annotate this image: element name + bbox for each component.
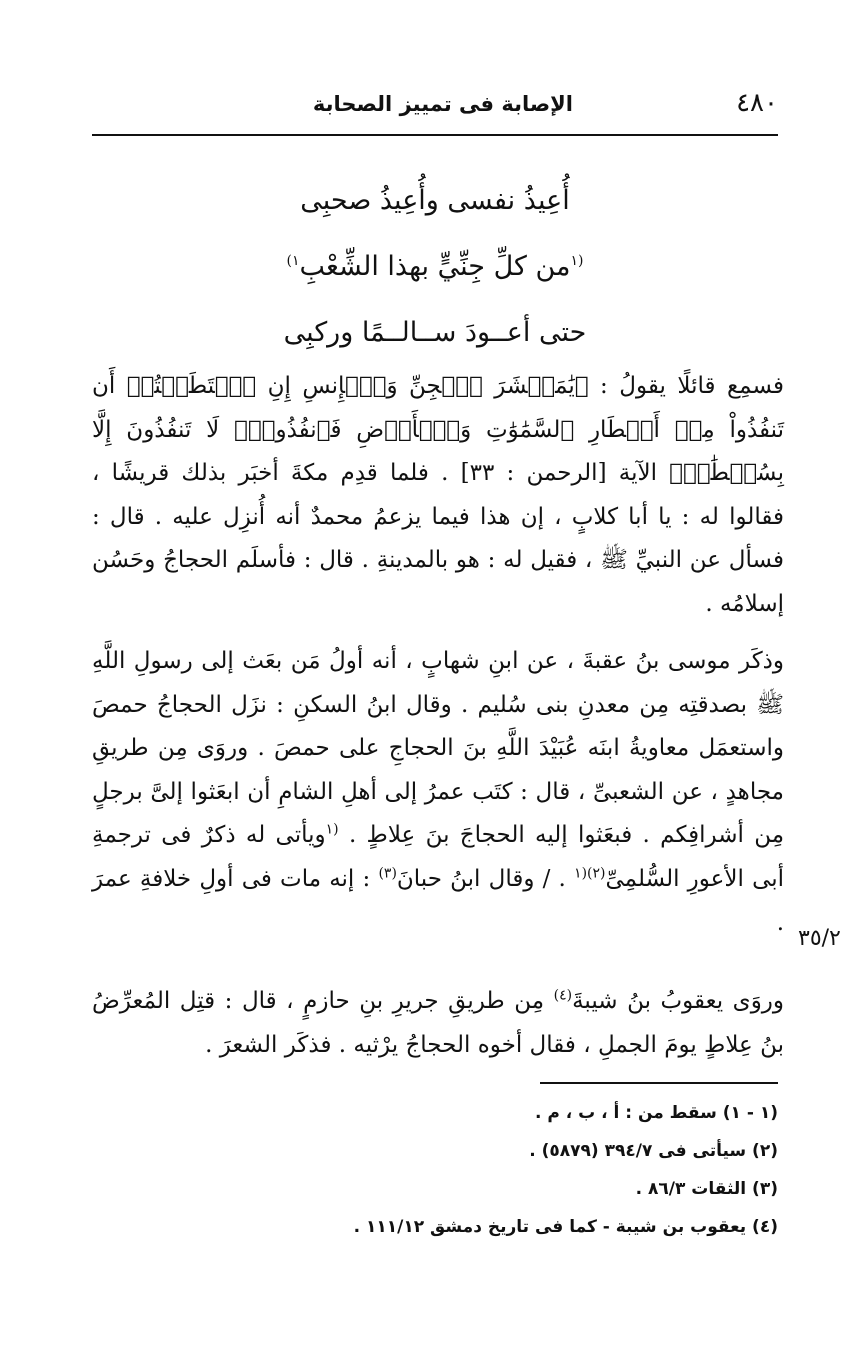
page-number: ٤٨٠ [736, 88, 778, 118]
paragraph-2 [92, 640, 784, 945]
page-header [92, 86, 778, 126]
paragraph-2-part-4: : إنه مات فى أولِ خلافةِ عمرَ . [92, 865, 784, 936]
footnote-2: (٢) سيأتى فى ٣٩٤/٧ (٥٨٧٩) . [529, 1141, 778, 1161]
paragraph-3-part-1: وروَى يعقوبُ بنُ شيبةَ [572, 988, 785, 1014]
paragraph-3-part-2: مِن طريقِ جريرِ بنِ حازمٍ ، قال : قتِل المُعرِّضُ بنُ عِلاطٍ يومَ الجملِ ، فقال أخوه الحجاجُ يرْثيه . فذكَر الشعرَ . [92, 988, 784, 1058]
footnote-4: (٤) يعقوب بن شيبة - كما فى تاريخ دمشق ١١١/١٢ . [353, 1217, 778, 1237]
header-rule [92, 134, 778, 136]
poem-line-1: أُعِيذُ نفسى وأُعِيذُ صحبِى [300, 185, 570, 216]
poem-line-3: حتى أعــودَ ســالــمًا وركبِى [283, 317, 587, 348]
paragraph-2-part-1: وذكَر موسى بنُ عقبةَ ، عن ابنِ شهابٍ ، أنه أولُ مَن بعَث إلى رسولِ اللَّهِ ﷺ بصدقتِه مِن معدنِ بنى سُليم . وقال ابنُ السكنِ : نزَل الحجاجُ حمصَ واستعمَل معاويةُ ابنَه عُبَيْدَ اللَّهِ بنَ الحجاجِ على حمصَ . وروَى مِن طريقِ مجاهدٍ ، عن الشعبىِّ ، قال : كتَب عمرُ إلى أهلِ الشامِ أن ابعَثوا إلىَّ برجلٍ مِن أشرافِكم . فبعَثوا إليه الحجاجَ بنَ عِلاطٍ . [92, 648, 785, 849]
paragraph-1: فسمِع قائلًا يقولُ : ﴿يَٰمَعۡشَرَ ٱلۡجِنِّ وَٱلۡإِنسِ إِنِ ٱسۡتَطَعۡتُمۡ أَن تَنفُذُواْ مِنۡ أَقۡطَارِ ٱلسَّمَٰوَٰتِ وَٱلۡأَرۡضِ فَٱنفُذُواْۚ لَا تَنفُذُونَ إِلَّا بِسُلۡطَٰنٖ﴾ الآية [الرحمن : ٣٣] . فلما قدِم مكةَ أخبَر بذلك قريشًا ، فقالوا له : يا أبا كلابٍ ، إن هذا فيما يزعمُ محمدٌ أنه أُنزِل عليه . قال : فسأل عن النبيِّ ﷺ ، فقيل له : هو بالمدينةِ . قال : فأسلَم الحجاجُ وحَسُن إسلامُه . [92, 373, 784, 617]
paragraph-2-part-2: ويأتى له ذكرٌ فى ترجمةِ أبى الأعورِ السُّلمِىِّ [92, 822, 785, 892]
margin-page-reference: ٣٥/٢ [798, 926, 841, 951]
footnote-marker-2: (٢)(١ [574, 865, 606, 882]
running-title: الإصابة فى تمييز الصحابة [312, 92, 573, 116]
poem [92, 168, 778, 366]
poem-line-2 [92, 234, 778, 300]
paragraph-3 [92, 980, 784, 1067]
paragraph-2-part-3: . / وقال ابنُ حبانَ [396, 865, 566, 892]
footnote-marker-4: (٤) [553, 987, 573, 1004]
footnotes [92, 1098, 778, 1250]
footnote-marker-3: (٣) [378, 865, 397, 882]
poem-line-2-text: من كلِّ جِنِّيٍّ بهذا الشِّعْبِ [299, 251, 571, 282]
footnote-marker-open: (١ [325, 821, 339, 838]
footnote-1: (١ - ١) سقط من : أ ، ب ، م . [534, 1103, 778, 1123]
footnote-separator [540, 1082, 778, 1084]
footnote-3: (٣) الثقات ٨٦/٣ . [635, 1179, 778, 1199]
footnote-marker-close: ١) [286, 253, 300, 269]
footnote-marker-open: (١ [570, 253, 584, 269]
